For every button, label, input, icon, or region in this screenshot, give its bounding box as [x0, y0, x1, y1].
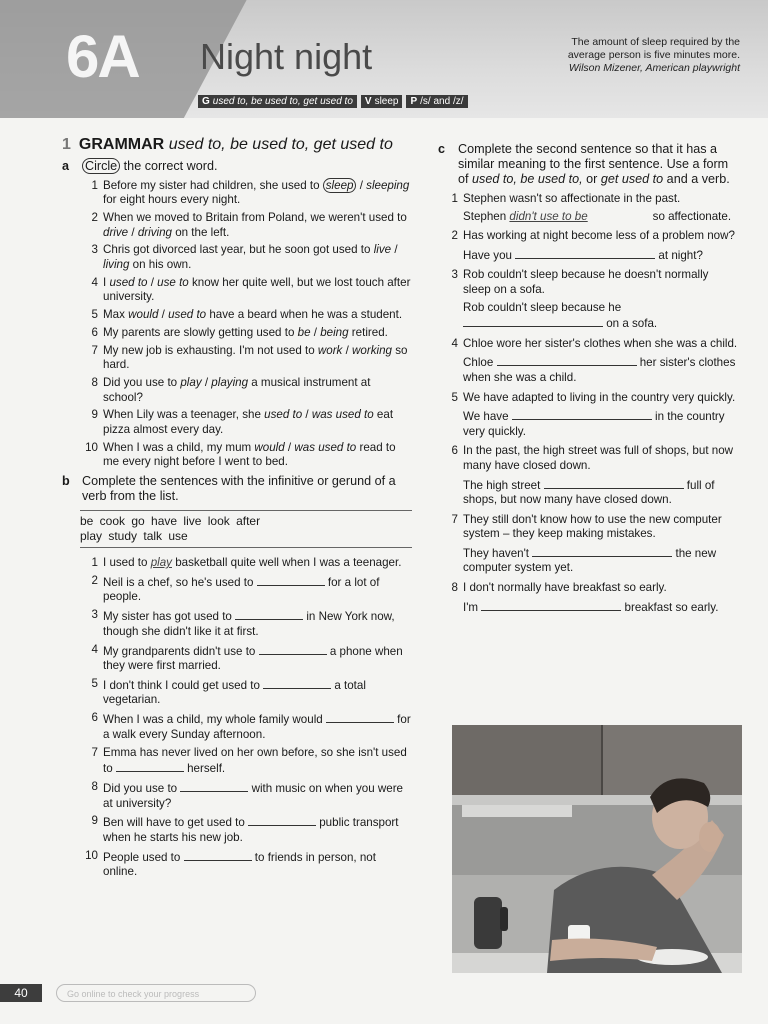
option-separator: / — [128, 225, 138, 239]
item-number: 9 — [91, 408, 98, 422]
quote-author: Wilson Mizener, American playwright — [568, 62, 740, 74]
list-item — [80, 643, 412, 674]
item-pre: We have — [463, 410, 512, 424]
item-text — [103, 276, 412, 305]
item-post: retired. — [348, 325, 388, 339]
list-item — [80, 211, 412, 240]
option-separator: / — [302, 408, 312, 422]
example-answer: play — [150, 555, 172, 569]
list-item — [80, 376, 412, 405]
item-pre: They haven't — [463, 546, 533, 560]
item-text — [103, 179, 412, 208]
item-text — [103, 746, 412, 777]
item-number: 7 — [451, 512, 458, 526]
option-one[interactable]: be — [297, 325, 311, 339]
option-separator: / — [284, 440, 295, 454]
option-one[interactable]: live — [373, 243, 392, 257]
original-sentence: Has working at night become less of a problem now? — [463, 229, 735, 243]
list-item — [80, 677, 412, 708]
answer-blank[interactable] — [184, 849, 252, 861]
instruction-text: and a verb. — [663, 172, 730, 186]
item-pre: Stephen — [463, 209, 510, 223]
word-list-box — [80, 510, 412, 548]
list-item — [440, 581, 738, 615]
item-pre: Rob couldn't sleep because he — [463, 300, 622, 314]
item-pre: I'm — [463, 600, 482, 614]
word-list-line: be cook go have live look after — [80, 513, 261, 528]
option-two[interactable]: driving — [137, 225, 172, 239]
item-number: 4 — [91, 275, 98, 289]
item-number: 8 — [91, 780, 98, 793]
tag-letter: P — [410, 96, 418, 107]
answer-blank[interactable] — [532, 545, 672, 557]
item-number: 3 — [451, 268, 458, 282]
option-two[interactable]: working — [352, 343, 392, 357]
list-item — [440, 391, 738, 440]
list-item — [80, 441, 412, 470]
item-number: 10 — [85, 848, 98, 862]
list-item — [440, 444, 738, 507]
item-post: have a beard when he was a student. — [206, 308, 403, 322]
rewrite-sentence — [463, 545, 738, 576]
rewrite-sentence — [463, 477, 738, 508]
example-answer: didn't use to be — [509, 209, 588, 223]
item-post: a phone when they were first married. — [103, 644, 403, 673]
tag-text: sleep — [374, 96, 399, 107]
item-pre: Before my sister had children, she used to — [103, 178, 323, 192]
item-text — [103, 243, 412, 272]
item-number: 2 — [91, 573, 98, 587]
quote-text: The amount of sleep required by the average person is five minutes more. — [567, 36, 740, 61]
item-pre: When I was a child, my mum — [103, 440, 255, 454]
item-post: so affectionate. — [649, 209, 732, 223]
item-text — [103, 326, 412, 341]
list-item — [440, 268, 738, 331]
option-separator: / — [201, 376, 212, 390]
page-number: 40 — [0, 984, 42, 1002]
instruction-text: Complete the second sentence so that it has a similar meaning to the first sentence. Use a form of — [458, 142, 729, 186]
item-text — [103, 677, 412, 708]
tag-vocabulary — [361, 95, 403, 108]
list-item — [80, 408, 412, 437]
item-text — [103, 211, 412, 240]
item-pre: Did you use to — [103, 376, 181, 390]
list-item — [80, 711, 412, 742]
item-text — [103, 849, 412, 880]
list-item — [80, 574, 412, 605]
lesson-tags — [198, 95, 468, 108]
original-sentence: Stephen wasn't so affectionate in the past. — [463, 192, 681, 205]
option-separator: / — [342, 343, 353, 357]
item-number: 6 — [451, 444, 458, 458]
item-text — [103, 408, 412, 437]
option-one[interactable]: used to — [264, 408, 303, 422]
instruction-emphasis: get used to — [600, 172, 664, 186]
answer-blank[interactable] — [326, 711, 394, 723]
item-number: 2 — [451, 229, 458, 243]
section-number: 1 — [62, 136, 71, 153]
item-text — [103, 441, 412, 470]
option-two[interactable]: was used to — [294, 440, 357, 454]
item-pre: I don't think I could get used to — [103, 678, 264, 692]
instruction-text: the correct word. — [120, 158, 218, 173]
item-pre: My sister has got used to — [103, 610, 236, 624]
page-title: Night night — [200, 36, 373, 77]
part-letter: a — [62, 158, 70, 173]
part-letter: c — [438, 142, 446, 156]
option-two[interactable]: sleeping — [366, 178, 410, 192]
item-pre: My parents are slowly getting used to — [103, 325, 298, 339]
item-number: 3 — [91, 608, 98, 622]
item-pre: The high street — [463, 478, 544, 492]
list-item — [80, 243, 412, 272]
option-one[interactable]: drive — [103, 225, 129, 239]
rewrite-sentence — [463, 599, 738, 616]
item-post: full of shops, but now many have closed down. — [463, 478, 715, 507]
item-post: so hard. — [103, 343, 408, 372]
answer-blank[interactable] — [512, 408, 652, 420]
item-post: eat pizza almost every day. — [103, 408, 394, 436]
item-text — [463, 192, 738, 224]
item-post: a total vegetarian. — [103, 678, 366, 707]
instruction-emphasis: used to, be used to, — [472, 172, 583, 186]
item-post: breakfast so early. — [621, 600, 719, 614]
list-item — [80, 849, 412, 880]
item-number: 5 — [91, 676, 98, 690]
item-post: public transport when he starts his new job. — [103, 816, 399, 844]
item-pre: Chris got divorced last year, but he soon got used to — [103, 243, 374, 257]
item-post: in the country very quickly. — [463, 410, 725, 438]
item-text — [103, 308, 412, 323]
item-text — [103, 376, 412, 405]
word-list-line: play study talk use — [80, 528, 188, 543]
answer-blank[interactable] — [257, 574, 325, 586]
item-pre: Max — [103, 308, 129, 322]
tag-pronunciation — [406, 95, 467, 108]
item-number: 3 — [91, 243, 98, 257]
part-a-instruction — [62, 159, 412, 174]
item-number: 9 — [91, 814, 98, 828]
item-number: 10 — [85, 440, 98, 454]
left-column — [62, 138, 412, 883]
answer-blank[interactable] — [180, 780, 248, 792]
item-number: 1 — [91, 555, 98, 569]
tag-letter: G — [202, 96, 210, 107]
option-separator: / — [147, 275, 158, 289]
option-two[interactable]: used to — [168, 308, 207, 322]
answer-blank[interactable] — [544, 477, 684, 489]
item-post: on the left. — [171, 225, 230, 239]
item-number: 6 — [91, 711, 98, 725]
original-sentence: I don't normally have breakfast so early. — [463, 581, 667, 595]
item-text — [103, 608, 412, 639]
option-separator: / — [158, 308, 169, 322]
item-number: 6 — [91, 325, 98, 339]
answer-blank[interactable] — [497, 354, 637, 366]
item-pre: I — [103, 275, 110, 289]
item-post: with music on when you were at university? — [103, 782, 403, 810]
rewrite-sentence — [463, 247, 738, 264]
list-item — [80, 556, 412, 571]
original-sentence: They still don't know how to use the new computer system – they keep making mistakes. — [463, 512, 722, 541]
item-post: on his own. — [129, 257, 192, 271]
item-post: know her quite well, but we lost touch after university. — [103, 275, 411, 304]
item-number: 7 — [91, 343, 98, 357]
item-number: 7 — [91, 745, 98, 759]
original-sentence: Rob couldn't sleep because he doesn't normally sleep on a sofa. — [463, 268, 709, 296]
list-item — [440, 229, 738, 263]
section-heading — [62, 138, 412, 153]
item-pre: Emma has never lived on her own before, so she isn't used to — [103, 745, 407, 776]
item-text — [103, 556, 412, 571]
item-pre: When I was a child, my whole family would — [103, 713, 326, 727]
tired-man-photo — [452, 725, 742, 973]
circled-word: Circle — [82, 158, 120, 174]
item-text — [463, 581, 738, 615]
item-text — [103, 344, 412, 373]
item-text — [103, 643, 412, 674]
part-b-instruction — [62, 474, 412, 504]
right-column — [438, 142, 738, 620]
item-post: in New York now, though she didn't like it at first. — [103, 610, 395, 638]
item-number: 1 — [91, 178, 98, 192]
rewrite-sentence — [463, 210, 738, 225]
list-item — [440, 513, 738, 576]
list-item — [80, 344, 412, 373]
answer-blank[interactable] — [248, 814, 316, 826]
header-quote — [540, 36, 740, 75]
tag-letter: V — [364, 96, 372, 107]
item-pre: When Lily was a teenager, she — [103, 408, 265, 422]
instruction-text: or — [582, 172, 601, 186]
list-item — [440, 337, 738, 386]
item-pre: People used to — [103, 850, 184, 864]
item-pre: Chloe — [463, 356, 497, 370]
item-post: for eight hours every night. — [103, 193, 241, 207]
rewrite-sentence — [463, 408, 738, 439]
tag-text: /s/ and /z/ — [420, 96, 464, 107]
option-one[interactable]: used to — [109, 275, 148, 289]
section-subtitle: used to, be used to, get used to — [168, 136, 393, 153]
item-text — [463, 444, 738, 507]
item-text — [103, 780, 412, 811]
part-a-list — [80, 179, 412, 470]
item-post: to friends in person, not online. — [103, 850, 376, 879]
part-c-list — [440, 192, 738, 615]
item-number: 4 — [91, 642, 98, 656]
option-one[interactable]: sleep — [323, 178, 357, 193]
item-text — [463, 268, 738, 331]
instruction-text: Complete the sentences with the infinitive or gerund of a verb from the list. — [82, 473, 396, 503]
original-sentence: Chloe wore her sister's clothes when she was a child. — [463, 336, 738, 350]
item-pre: My grandparents didn't use to — [103, 644, 259, 658]
answer-blank[interactable] — [263, 677, 331, 689]
list-item — [80, 746, 412, 777]
option-one[interactable]: play — [180, 376, 202, 390]
item-number: 2 — [91, 210, 98, 224]
part-b-list — [80, 556, 412, 880]
item-text — [463, 337, 738, 386]
item-text — [463, 513, 738, 576]
list-item — [80, 326, 412, 341]
option-separator: / — [391, 243, 398, 257]
rewrite-sentence — [463, 301, 738, 332]
section-label: GRAMMAR — [78, 136, 165, 153]
item-post: a musical instrument at school? — [103, 376, 371, 404]
tag-grammar — [198, 95, 357, 108]
tag-text: used to, be used to, get used to — [212, 96, 353, 107]
item-text — [103, 814, 412, 845]
item-text — [103, 574, 412, 605]
item-number: 8 — [91, 376, 98, 390]
option-one[interactable]: work — [317, 343, 343, 357]
original-sentence: In the past, the high street was full of shops, but now many have closed down. — [463, 444, 734, 472]
option-two[interactable]: playing — [211, 376, 249, 390]
option-separator: / — [310, 325, 321, 339]
part-letter: b — [62, 473, 70, 488]
unit-number: 6A — [66, 23, 139, 90]
item-post: read to me every night before I went to bed. — [103, 440, 396, 469]
original-sentence: We have adapted to living in the country very quickly. — [463, 390, 736, 404]
list-item — [80, 179, 412, 208]
item-number: 4 — [451, 336, 458, 350]
answer-blank[interactable] — [463, 315, 603, 327]
item-pre: When we moved to Britain from Poland, we weren't used to — [103, 210, 407, 224]
unit-header — [0, 0, 768, 118]
item-number: 8 — [451, 581, 458, 595]
list-item — [440, 192, 738, 224]
item-number: 5 — [451, 390, 458, 404]
item-post: herself. — [183, 762, 226, 776]
online-progress-link[interactable]: Go online to check your progress — [56, 984, 256, 1002]
item-pre: Have you — [463, 248, 516, 262]
item-text — [103, 711, 412, 742]
part-c-instruction — [438, 142, 738, 187]
answer-blank[interactable] — [235, 608, 303, 620]
list-item — [80, 608, 412, 639]
answer-blank[interactable] — [481, 599, 621, 611]
item-post: for a lot of people. — [103, 575, 380, 604]
item-text — [463, 391, 738, 440]
item-post: at night? — [655, 248, 703, 262]
item-number: 1 — [451, 192, 458, 205]
item-post: basketball quite well when I was a teenager. — [171, 555, 402, 569]
option-separator: / — [356, 178, 367, 192]
option-two[interactable]: use to — [157, 275, 189, 289]
item-number: 5 — [91, 308, 98, 322]
list-item — [80, 814, 412, 845]
item-post: the new computer system yet. — [463, 546, 717, 575]
item-pre: Neil is a chef, so he's used to — [103, 575, 257, 589]
list-item — [80, 276, 412, 305]
option-one[interactable]: would — [128, 308, 159, 322]
option-two[interactable]: being — [320, 325, 349, 339]
answer-blank[interactable] — [259, 643, 327, 655]
list-item — [80, 308, 412, 323]
item-text — [463, 229, 738, 263]
option-two[interactable]: living — [103, 257, 130, 271]
item-pre: My new job is exhausting. I'm not used to — [103, 343, 318, 357]
option-one[interactable]: would — [254, 440, 285, 454]
answer-blank[interactable] — [116, 760, 184, 772]
item-pre: Did you use to — [103, 782, 181, 795]
option-two[interactable]: was used to — [311, 408, 374, 422]
rewrite-sentence — [463, 354, 738, 385]
list-item — [80, 780, 412, 811]
answer-blank[interactable] — [515, 247, 655, 259]
item-post: on a sofa. — [603, 317, 658, 331]
item-pre: Ben will have to get used to — [103, 816, 249, 830]
item-post: for a walk every Sunday afternoon. — [103, 713, 411, 741]
item-post: her sister's clothes when she was a child. — [463, 356, 736, 384]
item-pre: I used to — [103, 555, 151, 569]
